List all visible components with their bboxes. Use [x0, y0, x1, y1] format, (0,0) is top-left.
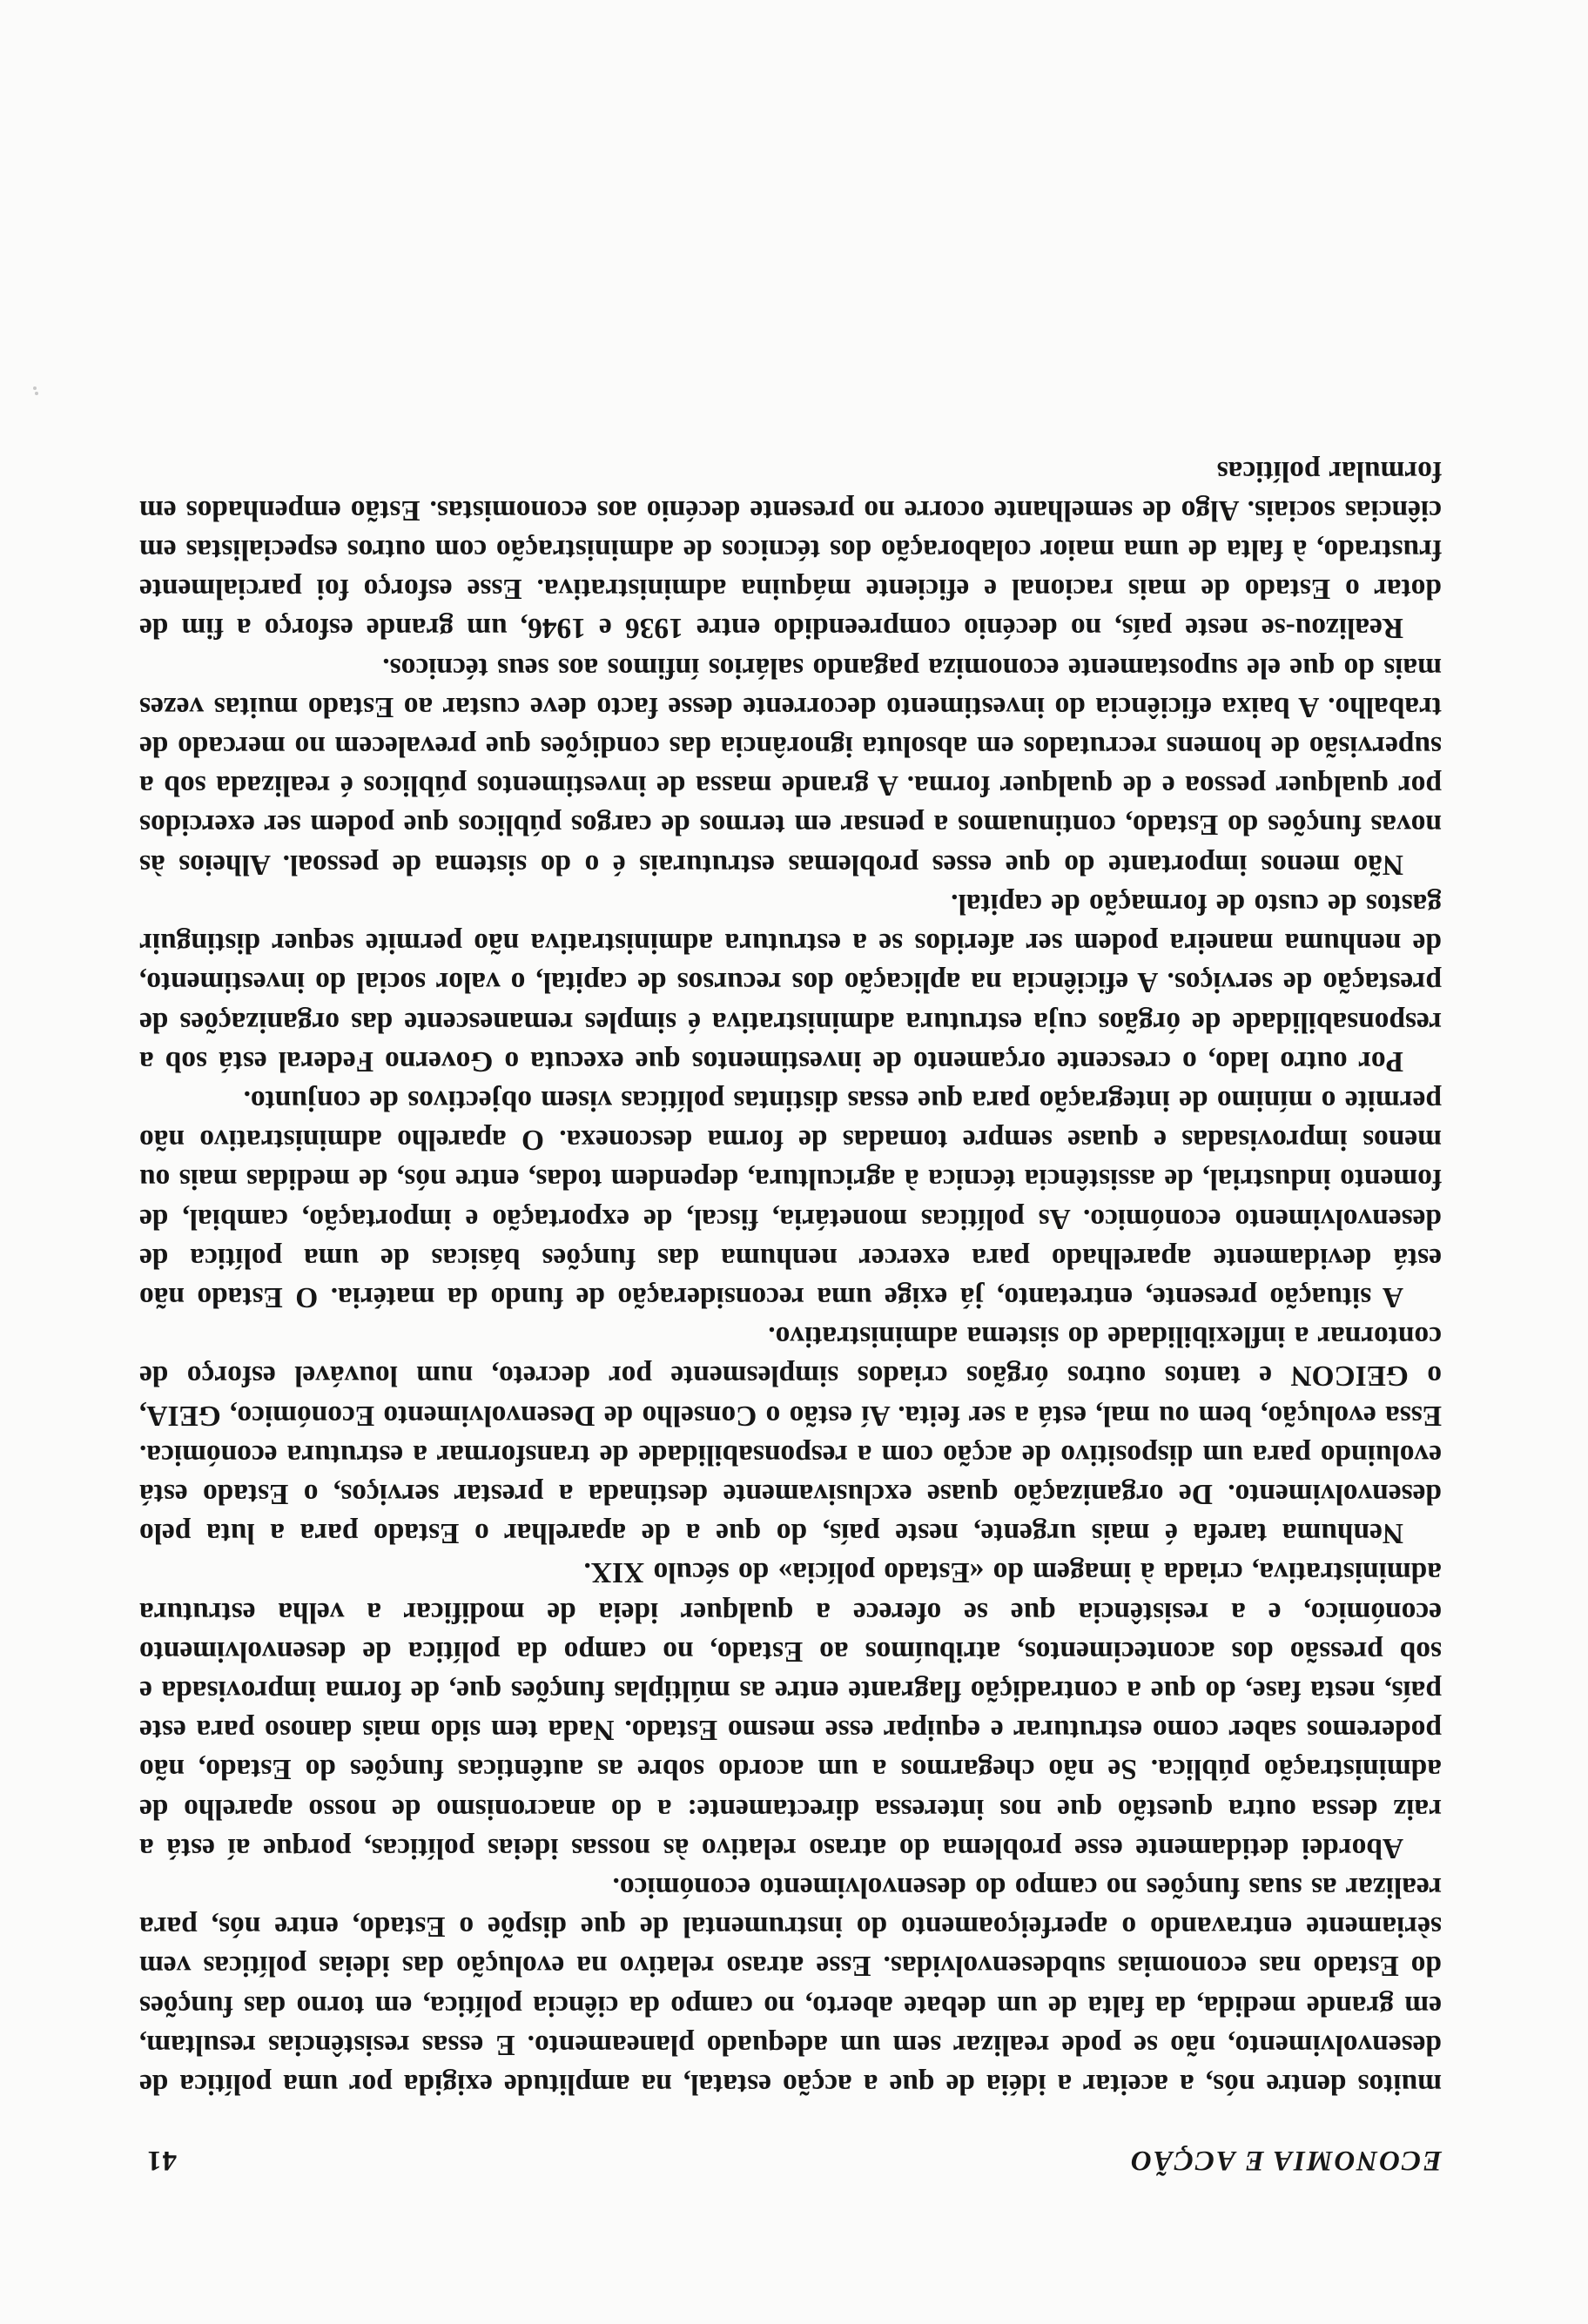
paragraph-5: Por outro lado, o crescente orçamento de investimentos que executa o Governo Federal está sob a responsabilidade de órgãos cuja estrutura administrativa é simples remanescente das organizações de prestação de serviços. A eficiência na aplicação dos recursos de capital, o valor social do investimento, de nenhuma maneira podem ser aferidos se a estrutura administrativa não permite sequer distinguir gastos de custo de formação de capital.	[139, 887, 1442, 1078]
scan-speck	[35, 392, 38, 395]
running-title: ECONOMIA E ACÇÃO	[1128, 2145, 1442, 2176]
paragraph-4: A situação presente, entretanto, já exige uma reconsideração de fundo da matéria. O Estado não está devidamente aparelhado para exercer nenhuma das funções básicas de uma política de desenvolvimento económico. As políticas monetária, fiscal, de exportação e importação, cambial, de fomento industrial, de assistência técnica à agricultura, dependem todas, entre nós, de medidas mais ou menos improvisadas e quase sempre tomadas de forma desconexa. O aparelho administrativo não permite o mínimo de integração para que essas distintas políticas visem objectivos de conjunto.	[139, 1084, 1442, 1313]
page-number: 41	[146, 2145, 177, 2176]
paragraph-2: Abordei detidamente esse problema do atraso relativo às nossas ideias políticas, porque aí está a raiz dessa outra questão que nos interessa directamente: a do anacronismo de nosso aparelho de administração pública. Se não chegarmos a um acordo sobre as autênticas funções do Estado, não poderemos saber como estruturar e equipar esse mesmo Estado. Nada tem sido mais danoso para este país, nesta fase, do que a contradição flagrante entre as múltiplas funções que, de forma improvisada e sob pressão dos acontecimentos, atribuímos ao Estado, no campo da política de desenvolvimento económico, e a resistência que se oferece a qualquer ideia de modificar a velha estrutura administrativa, criada à imagem do «Estado polícia» do século XIX.	[139, 1556, 1442, 1864]
paragraph-3: Nenhuma tarefa é mais urgente, neste país, do que a de aparelhar o Estado para a luta pelo desenvolvimento. De organização quase exclusivamente destinada a prestar serviços, o Estado está evoluindo para um dispositivo de acção com a responsabilidade de transformar a estrutura económica. Essa evolução, bem ou mal, está a ser feita. Aí estão o Conselho de Desenvolvimento Económico, GEIA, o GEICON e tantos outros órgãos criados simplesmente por decreto, num louvável esforço de contornar a inflexibilidade do sistema administrativo.	[139, 1320, 1442, 1550]
page-content	[139, 451, 1442, 2176]
paragraph-7: Realizou-se neste país, no decénio compreendido entre 1936 e 1946, um grande esforço a fim de dotar o Estado de mais racional e eficiente máquina administrativa. Esse esforço foi parcialmente frustrado, à falta de uma maior colaboração dos técnicos de administração com outros especialistas em ciências sociais. Algo de semelhante ocorre no presente decénio aos economistas. Estão empenhados em formular políticas	[139, 454, 1442, 645]
scan-speck	[33, 386, 37, 390]
paragraph-6: Não menos importante do que esses problemas estruturais é o do sistema de pessoal. Alheios às novas funções do Estado, continuamos a pensar em termos de cargos públicos que podem ser exercidos por qualquer pessoa e de qualquer forma. A grande massa de investimentos públicos é realizada sob a supervisão de homens recrutados em absoluta ignorância das condições que prevalecem no mercado de trabalho. A baixa eficiência do investimento decorrente desse facto deve custar ao Estado muitas vezes mais do que ele supostamente economiza pagando salários ínfimos aos seus técnicos.	[139, 651, 1442, 881]
paragraph-1: muitos dentre nós, a aceitar a idéia de que a acção estatal, na amplitude exigida por uma política de desenvolvimento, não se pode realizar sem um adequado planeamento. E essas resistências resultam, em grande medida, da falta de um debate aberto, no campo da ciência política, em torno das funções do Estado nas economias subdesenvolvidas. Esse atraso relativo na evolução das ideias políticas vem sèriamente entravando o aperfeiçoamento do instrumental de que dispõe o Estado, entre nós, para realizar as suas funções no campo do desenvolvimento económico.	[139, 1871, 1442, 2100]
running-head	[139, 2144, 1442, 2176]
